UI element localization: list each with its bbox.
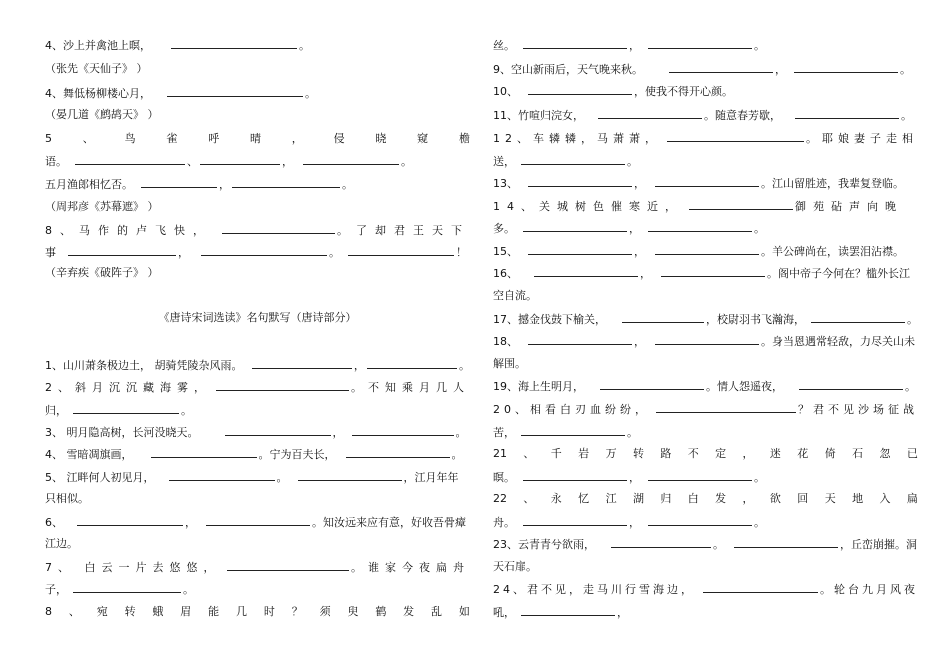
text: ？君不见沙场征战	[798, 403, 918, 416]
text: ，校尉羽书飞瀚海，	[706, 313, 806, 326]
answer-blank[interactable]	[73, 399, 179, 414]
answer-blank[interactable]	[528, 240, 632, 255]
text: 。	[455, 426, 467, 439]
char: 、	[82, 132, 94, 145]
answer-blank[interactable]	[523, 466, 627, 481]
text: 五月渔郎相忆否。	[45, 178, 133, 191]
text: 。情人怨遥夜，	[706, 380, 783, 393]
line-l04	[45, 104, 470, 126]
text: 4、沙上并禽池上暝，	[45, 39, 151, 52]
line-r25	[493, 578, 918, 600]
line-l13	[45, 376, 470, 398]
text: 。	[299, 39, 310, 52]
char: 回	[797, 492, 809, 505]
text: 17、撼金伐鼓下榆关，	[493, 313, 606, 326]
answer-blank[interactable]	[367, 354, 457, 369]
char: 眉	[180, 605, 192, 618]
line-r16	[493, 375, 918, 397]
text: ，使我不得开心颜。	[634, 85, 733, 98]
text: 1、山川萧条极边土， 胡骑凭陵杂风雨。	[45, 359, 243, 372]
answer-blank[interactable]	[655, 172, 759, 187]
answer-blank[interactable]	[523, 34, 627, 49]
text: 。知汝远来应有意，好收吾骨瘴	[312, 516, 466, 529]
line-r18	[493, 421, 918, 443]
char: 花	[797, 447, 809, 460]
line-l02	[45, 58, 470, 80]
line-l20	[45, 533, 470, 555]
char: 白	[687, 492, 699, 505]
char: 欲	[769, 492, 781, 505]
text: 。耶娘妻子走相	[806, 132, 918, 145]
line-r09	[493, 217, 918, 239]
char: 、	[523, 447, 535, 460]
text: 18、	[493, 335, 518, 348]
text: 。	[401, 155, 412, 168]
line-l21	[45, 556, 470, 578]
char: 侵	[333, 132, 345, 145]
answer-blank[interactable]	[600, 375, 704, 390]
text: 。	[754, 222, 765, 235]
char: 晓	[375, 132, 387, 145]
source-note: （辛弃疾《破阵子》 ）	[45, 266, 159, 279]
answer-blank[interactable]	[206, 511, 310, 526]
line-r19	[493, 443, 918, 465]
answer-blank[interactable]	[521, 150, 625, 165]
text: 。随意春芳歇，	[704, 109, 781, 122]
char: 须	[319, 605, 331, 618]
char: 万	[605, 447, 617, 460]
text: 。	[181, 404, 192, 417]
answer-blank[interactable]	[799, 375, 903, 390]
text: 天石扉。	[493, 560, 537, 573]
line-r17	[493, 398, 918, 420]
text: 6、	[45, 516, 63, 529]
answer-blank[interactable]	[734, 533, 838, 548]
line-l19	[45, 511, 470, 533]
answer-blank[interactable]	[598, 104, 702, 119]
answer-blank[interactable]	[200, 150, 280, 165]
char: 8	[45, 605, 52, 618]
text: 。身当恩遇常轻敌，力尽关山未	[761, 335, 915, 348]
answer-blank[interactable]	[689, 195, 793, 210]
char: 忽	[879, 447, 891, 460]
line-r21	[493, 488, 918, 510]
text: ，	[282, 155, 293, 168]
text: 5、 江畔何人初见月，	[45, 471, 155, 484]
char: 、	[68, 605, 80, 618]
char: 已	[906, 447, 918, 460]
text: 。	[627, 155, 638, 168]
char: 路	[660, 447, 672, 460]
line-l09	[45, 219, 470, 241]
text: 。	[276, 471, 288, 484]
char: 扁	[906, 492, 918, 505]
line-l23	[45, 601, 470, 623]
answer-blank[interactable]	[528, 80, 632, 95]
line-l01	[45, 34, 470, 56]
text: 12、车辚辚，马萧萧，	[493, 132, 661, 145]
text: 4、舞低杨柳楼心月，	[45, 87, 151, 100]
answer-blank[interactable]	[222, 219, 335, 234]
text: 。	[329, 246, 340, 259]
answer-blank[interactable]	[171, 34, 297, 49]
text: 9、空山新雨后，天气晚来秋。	[493, 63, 643, 76]
char: 定	[715, 447, 727, 460]
answer-blank[interactable]	[534, 262, 638, 277]
answer-blank[interactable]	[77, 511, 183, 526]
char: 、	[523, 492, 535, 505]
answer-blank[interactable]	[611, 533, 711, 548]
answer-blank[interactable]	[252, 354, 352, 369]
source-note: （周邦彦《苏幕遮》 ）	[45, 200, 159, 213]
char: 晴	[249, 132, 261, 145]
text: 舟。	[493, 516, 515, 529]
text: ，	[629, 516, 640, 529]
line-r01	[493, 34, 918, 56]
char: 迷	[769, 447, 781, 460]
char: 岩	[578, 447, 590, 460]
text: 吼，	[493, 606, 515, 619]
answer-blank[interactable]	[523, 217, 627, 232]
char: 乱	[431, 605, 443, 618]
answer-blank[interactable]	[225, 421, 331, 436]
char: 归	[660, 492, 672, 505]
char: 天	[824, 492, 836, 505]
answer-blank[interactable]	[528, 330, 632, 345]
text: 送，	[493, 155, 515, 168]
text: 事	[45, 246, 56, 259]
text: 、	[187, 155, 198, 168]
line-r22	[493, 511, 918, 533]
text: 。	[907, 313, 918, 326]
text: 子，	[45, 583, 67, 596]
answer-blank[interactable]	[521, 421, 625, 436]
answer-blank[interactable]	[73, 578, 181, 593]
char: 江	[605, 492, 617, 505]
answer-blank[interactable]	[75, 150, 185, 165]
section-title: 《唐诗宋词选读》名句默写（唐诗部分）	[158, 311, 357, 324]
answer-blank[interactable]	[795, 104, 899, 119]
text: ，	[185, 516, 196, 529]
text: 。	[900, 63, 911, 76]
answer-blank[interactable]	[521, 601, 615, 616]
char: 臾	[347, 605, 359, 618]
source-note: （张先《天仙子》 ）	[45, 62, 148, 75]
text: ，	[617, 606, 628, 619]
answer-blank[interactable]	[648, 34, 752, 49]
answer-blank[interactable]	[232, 173, 340, 188]
char: 倚	[824, 447, 836, 460]
text: ，	[629, 471, 640, 484]
text: 归，	[45, 404, 67, 417]
text: 20、相看白刃血纷纷，	[493, 403, 650, 416]
answer-blank[interactable]	[648, 511, 752, 526]
answer-blank[interactable]	[811, 308, 905, 323]
line-r10	[493, 240, 918, 262]
text: 丝。	[493, 39, 515, 52]
line-l14	[45, 399, 470, 421]
line-r14	[493, 330, 918, 352]
answer-blank[interactable]	[141, 173, 217, 188]
line-r04	[493, 104, 918, 126]
answer-blank[interactable]	[667, 127, 804, 142]
char: 22	[493, 492, 507, 505]
line-r02	[493, 58, 918, 80]
text: 14、关城树色催寒近，	[493, 200, 683, 213]
text: 。江山留胜迹，我辈复登临。	[761, 177, 904, 190]
text: 10、	[493, 85, 518, 98]
text: ，	[775, 63, 786, 76]
text: 。	[754, 39, 765, 52]
text: ，	[629, 39, 640, 52]
char: ，	[742, 447, 754, 460]
text: 3、 明月隐高树，长河没晓天。	[45, 426, 199, 439]
char: 发	[403, 605, 415, 618]
line-r20	[493, 466, 918, 488]
text: 。	[754, 471, 765, 484]
char: 转	[632, 447, 644, 460]
text: 。	[451, 448, 463, 461]
char: ，	[742, 492, 754, 505]
char: 入	[879, 492, 891, 505]
text: ，江月年年	[403, 471, 459, 484]
answer-blank[interactable]	[655, 330, 759, 345]
answer-blank[interactable]	[216, 376, 349, 391]
line-l06	[45, 150, 470, 172]
char: 如	[458, 605, 470, 618]
text: 8、马作的卢飞快，	[45, 224, 212, 237]
text: 16、	[493, 267, 518, 280]
line-l07	[45, 173, 470, 195]
char: 发	[715, 492, 727, 505]
char: 石	[852, 447, 864, 460]
answer-blank[interactable]	[298, 466, 402, 481]
line-r07	[493, 172, 918, 194]
answer-blank[interactable]	[648, 217, 752, 232]
text: ，	[332, 426, 344, 439]
text: ，	[629, 222, 640, 235]
char: 呼	[208, 132, 220, 145]
text: ，	[634, 245, 645, 258]
text: 。不知乘月几人	[351, 381, 470, 394]
line-l18	[45, 488, 470, 510]
char: 21	[493, 447, 507, 460]
answer-blank[interactable]	[656, 398, 796, 413]
char: 宛	[96, 605, 108, 618]
answer-blank[interactable]	[523, 511, 627, 526]
line-r11	[493, 262, 918, 284]
char: 5	[45, 132, 52, 145]
text: ！	[456, 246, 467, 259]
line-l12	[45, 354, 470, 376]
answer-blank[interactable]	[703, 578, 818, 593]
char: ？	[291, 605, 303, 618]
char: 湖	[632, 492, 644, 505]
text: 多。	[493, 222, 515, 235]
answer-blank[interactable]	[201, 241, 327, 256]
answer-blank[interactable]	[303, 150, 399, 165]
answer-blank[interactable]	[167, 82, 303, 97]
answer-blank[interactable]	[661, 262, 765, 277]
text: 19、海上生明月，	[493, 380, 584, 393]
text: 7、 白云一片去悠悠，	[45, 561, 221, 574]
line-l03	[45, 82, 470, 104]
text: ，	[634, 335, 645, 348]
text: 。宁为百夫长，	[258, 448, 336, 461]
text: 。	[754, 516, 765, 529]
line-l11	[45, 262, 470, 284]
text: 15、	[493, 245, 518, 258]
text: ，	[219, 178, 230, 191]
text: 。轮台九月风夜	[820, 583, 918, 596]
text: 。	[901, 109, 912, 122]
char: ，	[291, 132, 303, 145]
line-l08	[45, 196, 470, 218]
answer-blank[interactable]	[352, 421, 454, 436]
line-l10	[45, 241, 470, 263]
text: 24、君不见，走马川行雪海边，	[493, 583, 695, 596]
text: 。	[627, 426, 638, 439]
answer-blank[interactable]	[669, 58, 773, 73]
char: 几	[236, 605, 248, 618]
text: 空自流。	[493, 289, 537, 302]
text: 4、 雪暗凋旗画，	[45, 448, 133, 461]
answer-blank[interactable]	[169, 466, 275, 481]
char: 檐	[458, 132, 470, 145]
char: 雀	[166, 132, 178, 145]
text: 语。	[45, 155, 67, 168]
text: 。了却君王天下	[337, 224, 470, 237]
text: 13、	[493, 177, 518, 190]
line-l05	[45, 128, 470, 150]
text: 。	[713, 538, 724, 551]
text: ，	[634, 177, 645, 190]
answer-blank[interactable]	[528, 172, 632, 187]
char: 时	[263, 605, 275, 618]
char: 不	[687, 447, 699, 460]
answer-blank[interactable]	[648, 466, 752, 481]
answer-blank[interactable]	[794, 58, 898, 73]
answer-blank[interactable]	[151, 443, 257, 458]
text: 11、竹喧归浣女，	[493, 109, 584, 122]
text: 。羊公碑尚在，读罢泪沾襟。	[761, 245, 904, 258]
line-r03	[493, 80, 918, 102]
text: 。	[905, 380, 916, 393]
text: 暝。	[493, 471, 515, 484]
char: 转	[124, 605, 136, 618]
line-r23	[493, 533, 918, 555]
text: 御苑砧声向晚	[795, 200, 903, 213]
text: 23、云青青兮欲雨，	[493, 538, 595, 551]
line-l16	[45, 443, 470, 465]
answer-blank[interactable]	[227, 556, 349, 571]
char: 蛾	[152, 605, 164, 618]
char: 能	[208, 605, 220, 618]
text: ，	[178, 246, 189, 259]
text: 只相似。	[45, 492, 89, 505]
text: 解围。	[493, 357, 526, 370]
line-l15	[45, 421, 470, 443]
text: 江边。	[45, 537, 78, 550]
line-l22	[45, 578, 470, 600]
text: 。	[342, 178, 353, 191]
text: 苦，	[493, 426, 515, 439]
answer-blank[interactable]	[346, 443, 450, 458]
char: 忆	[578, 492, 590, 505]
char: 鹤	[375, 605, 387, 618]
text: 。谁家今夜扁舟	[351, 561, 470, 574]
text: 2、斜月沉沉藏海雾，	[45, 381, 211, 394]
text: 。	[305, 87, 316, 100]
text: ，	[640, 267, 651, 280]
char: 地	[852, 492, 864, 505]
line-l17	[45, 466, 470, 488]
text: 。阁中帝子今何在？槛外长江	[767, 267, 910, 280]
line-r05	[493, 127, 918, 149]
char: 千	[550, 447, 562, 460]
line-r12	[493, 285, 918, 307]
line-r08	[493, 195, 918, 217]
source-note: （晏几道《鹧鸪天》 ）	[45, 108, 159, 121]
line-r06	[493, 150, 918, 172]
line-r13	[493, 308, 918, 330]
answer-blank[interactable]	[622, 308, 704, 323]
char: 永	[550, 492, 562, 505]
line-r26	[493, 601, 918, 623]
answer-blank[interactable]	[655, 240, 759, 255]
answer-blank[interactable]	[68, 241, 176, 256]
text: ，	[353, 359, 365, 372]
answer-blank[interactable]	[348, 241, 454, 256]
char: 窥	[417, 132, 429, 145]
line-r24	[493, 556, 918, 578]
text: ，丘峦崩摧。洞	[840, 538, 917, 551]
char: 鸟	[124, 132, 136, 145]
text: 。	[459, 359, 470, 372]
text: 。	[183, 583, 194, 596]
line-r15	[493, 353, 918, 375]
